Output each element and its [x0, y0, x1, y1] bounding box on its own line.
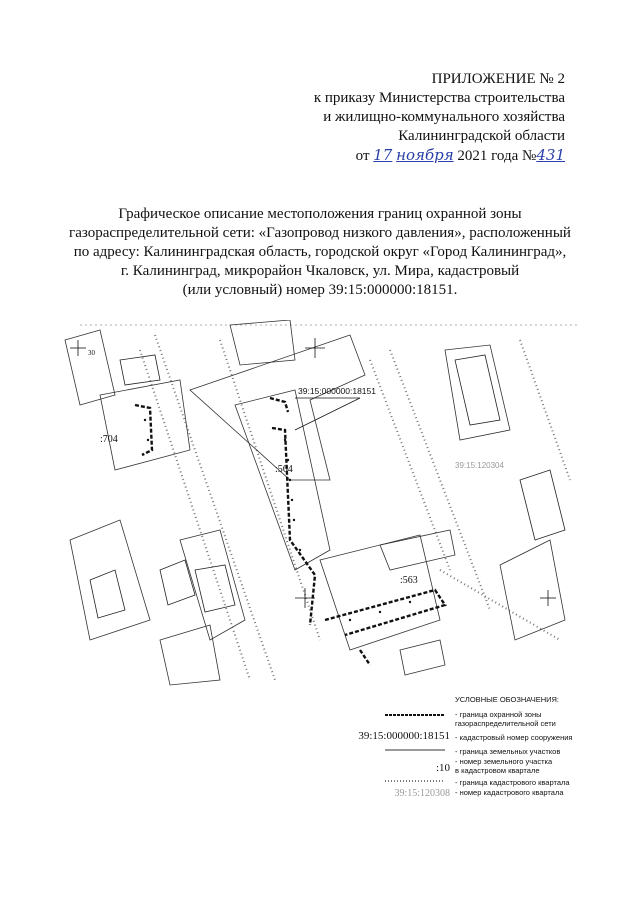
title-line-2: газораспределительной сети: «Газопровод низкого давления», расположенный — [69, 225, 571, 241]
map-quarter-number: 39:15:120304 — [455, 461, 504, 470]
legend-parcel-number-symbol: :10 — [435, 762, 450, 774]
legend-parcel-number-line1: - номер земельного участка — [455, 757, 553, 766]
appendix-line4: Калининградской области — [398, 128, 565, 144]
appendix-header — [285, 70, 565, 166]
parcel-564-label: :564 — [275, 464, 293, 475]
appendix-date-line — [285, 146, 565, 166]
order-number: 431 — [536, 146, 565, 164]
legend-quarter-boundary-symbol — [355, 778, 450, 784]
legend-cadastral-symbol: 39:15:000000:18151 — [358, 730, 450, 742]
legend-zone-line1: - граница охранной зоны — [455, 710, 542, 719]
date-prefix: от — [355, 148, 370, 164]
appendix-line3: и жилищно-коммунального хозяйства — [323, 109, 565, 125]
title-line-5: (или условный) номер 39:15:000000:18151. — [182, 282, 458, 298]
parcel-563-label: :563 — [400, 575, 418, 586]
date-month: ноября — [396, 146, 454, 164]
title-line-1: Графическое описание местоположения границ охранной зоны — [118, 206, 522, 222]
appendix-title: ПРИЛОЖЕНИЕ № 2 — [431, 71, 565, 87]
parcel-704-label: :704 — [100, 434, 118, 445]
legend-parcels-text: - граница земельных участков — [455, 747, 561, 756]
protection-zone — [135, 398, 445, 665]
legend-parcel-number-text — [455, 757, 552, 775]
legend-quarter-number-text: - номер кадастрового квартала — [455, 788, 564, 797]
parcel-boundaries — [65, 320, 565, 685]
legend-zone-line2: газораспределительной сети — [455, 719, 556, 728]
map-legend — [355, 695, 595, 805]
zone-vertices — [144, 419, 411, 621]
date-year: 2021 года № — [457, 148, 537, 164]
document-title — [55, 205, 585, 300]
map-cadastral-number: 39:15:000000:18151 — [298, 386, 376, 396]
legend-cadastral-text: - кадастровый номер сооружения — [455, 733, 573, 742]
cadastral-map — [60, 320, 580, 690]
title-line-4: г. Калининград, микрорайон Чкаловск, ул. Мира, кадастровый — [120, 263, 520, 279]
legend-parcel-number-line2: в кадастровом квартале — [455, 766, 540, 775]
title-line-3: по адресу: Калининградская область, городской округ «Город Калининград», — [73, 244, 567, 260]
legend-quarter-boundary-text: - граница кадастрового квартала — [455, 778, 570, 787]
legend-zone-text — [455, 710, 556, 728]
date-day: 17 — [373, 146, 393, 164]
legend-zone-symbol — [355, 710, 450, 720]
parcel-30-label: 30 — [88, 349, 95, 357]
legend-heading: УСЛОВНЫЕ ОБОЗНАЧЕНИЯ: — [455, 695, 560, 704]
appendix-line2: к приказу Министерства строительства — [313, 90, 565, 106]
legend-parcels-symbol — [355, 747, 450, 753]
legend-quarter-number-symbol: 39:15:120308 — [394, 788, 450, 799]
